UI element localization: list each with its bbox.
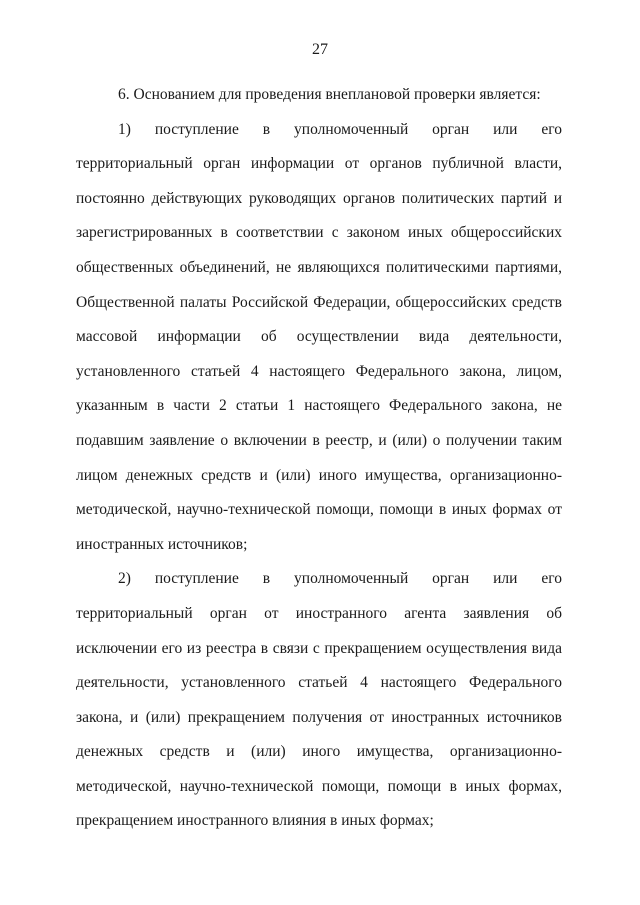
page-number: 27	[312, 41, 328, 58]
paragraph-grounds-heading: 6. Основанием для проведения внеплановой проверки является:	[118, 86, 541, 103]
paragraph-item-1: 1) поступление в уполномоченный орган или его территориальный орган информации от органов публичной власти, постоянно действующих руководящих органов политических партий и зарегистрированных в соответствии с законом иных общероссийских общественных объединений, не являющихся политическими партиями, Общественной палаты Российской Федерации, общероссийских средств массовой информации об осуществлении вида деятельности, установленного статьей 4 настоящего Федерального закона, лицом, указанным в части 2 статьи 1 настоящего Федерального закона, не подавшим заявление о включении в реестр, и (или) о получении таким лицом денежных средств и (или) иного имущества, организационно-методической, научно-технической помощи, помощи в иных формах от иностранных источников;	[76, 120, 562, 553]
document-body	[76, 78, 562, 839]
paragraph-item-2: 2) поступление в уполномоченный орган или его территориальный орган от иностранного агента заявления об исключении его из реестра в связи с прекращением осуществления вида деятельности, установленного статьей 4 настоящего Федерального закона, и (или) прекращением получения от иностранных источников денежных средств и (или) иного имущества, организационно-методической, научно-технической помощи, помощи в иных формах, прекращением иностранного влияния в иных формах;	[76, 570, 562, 830]
